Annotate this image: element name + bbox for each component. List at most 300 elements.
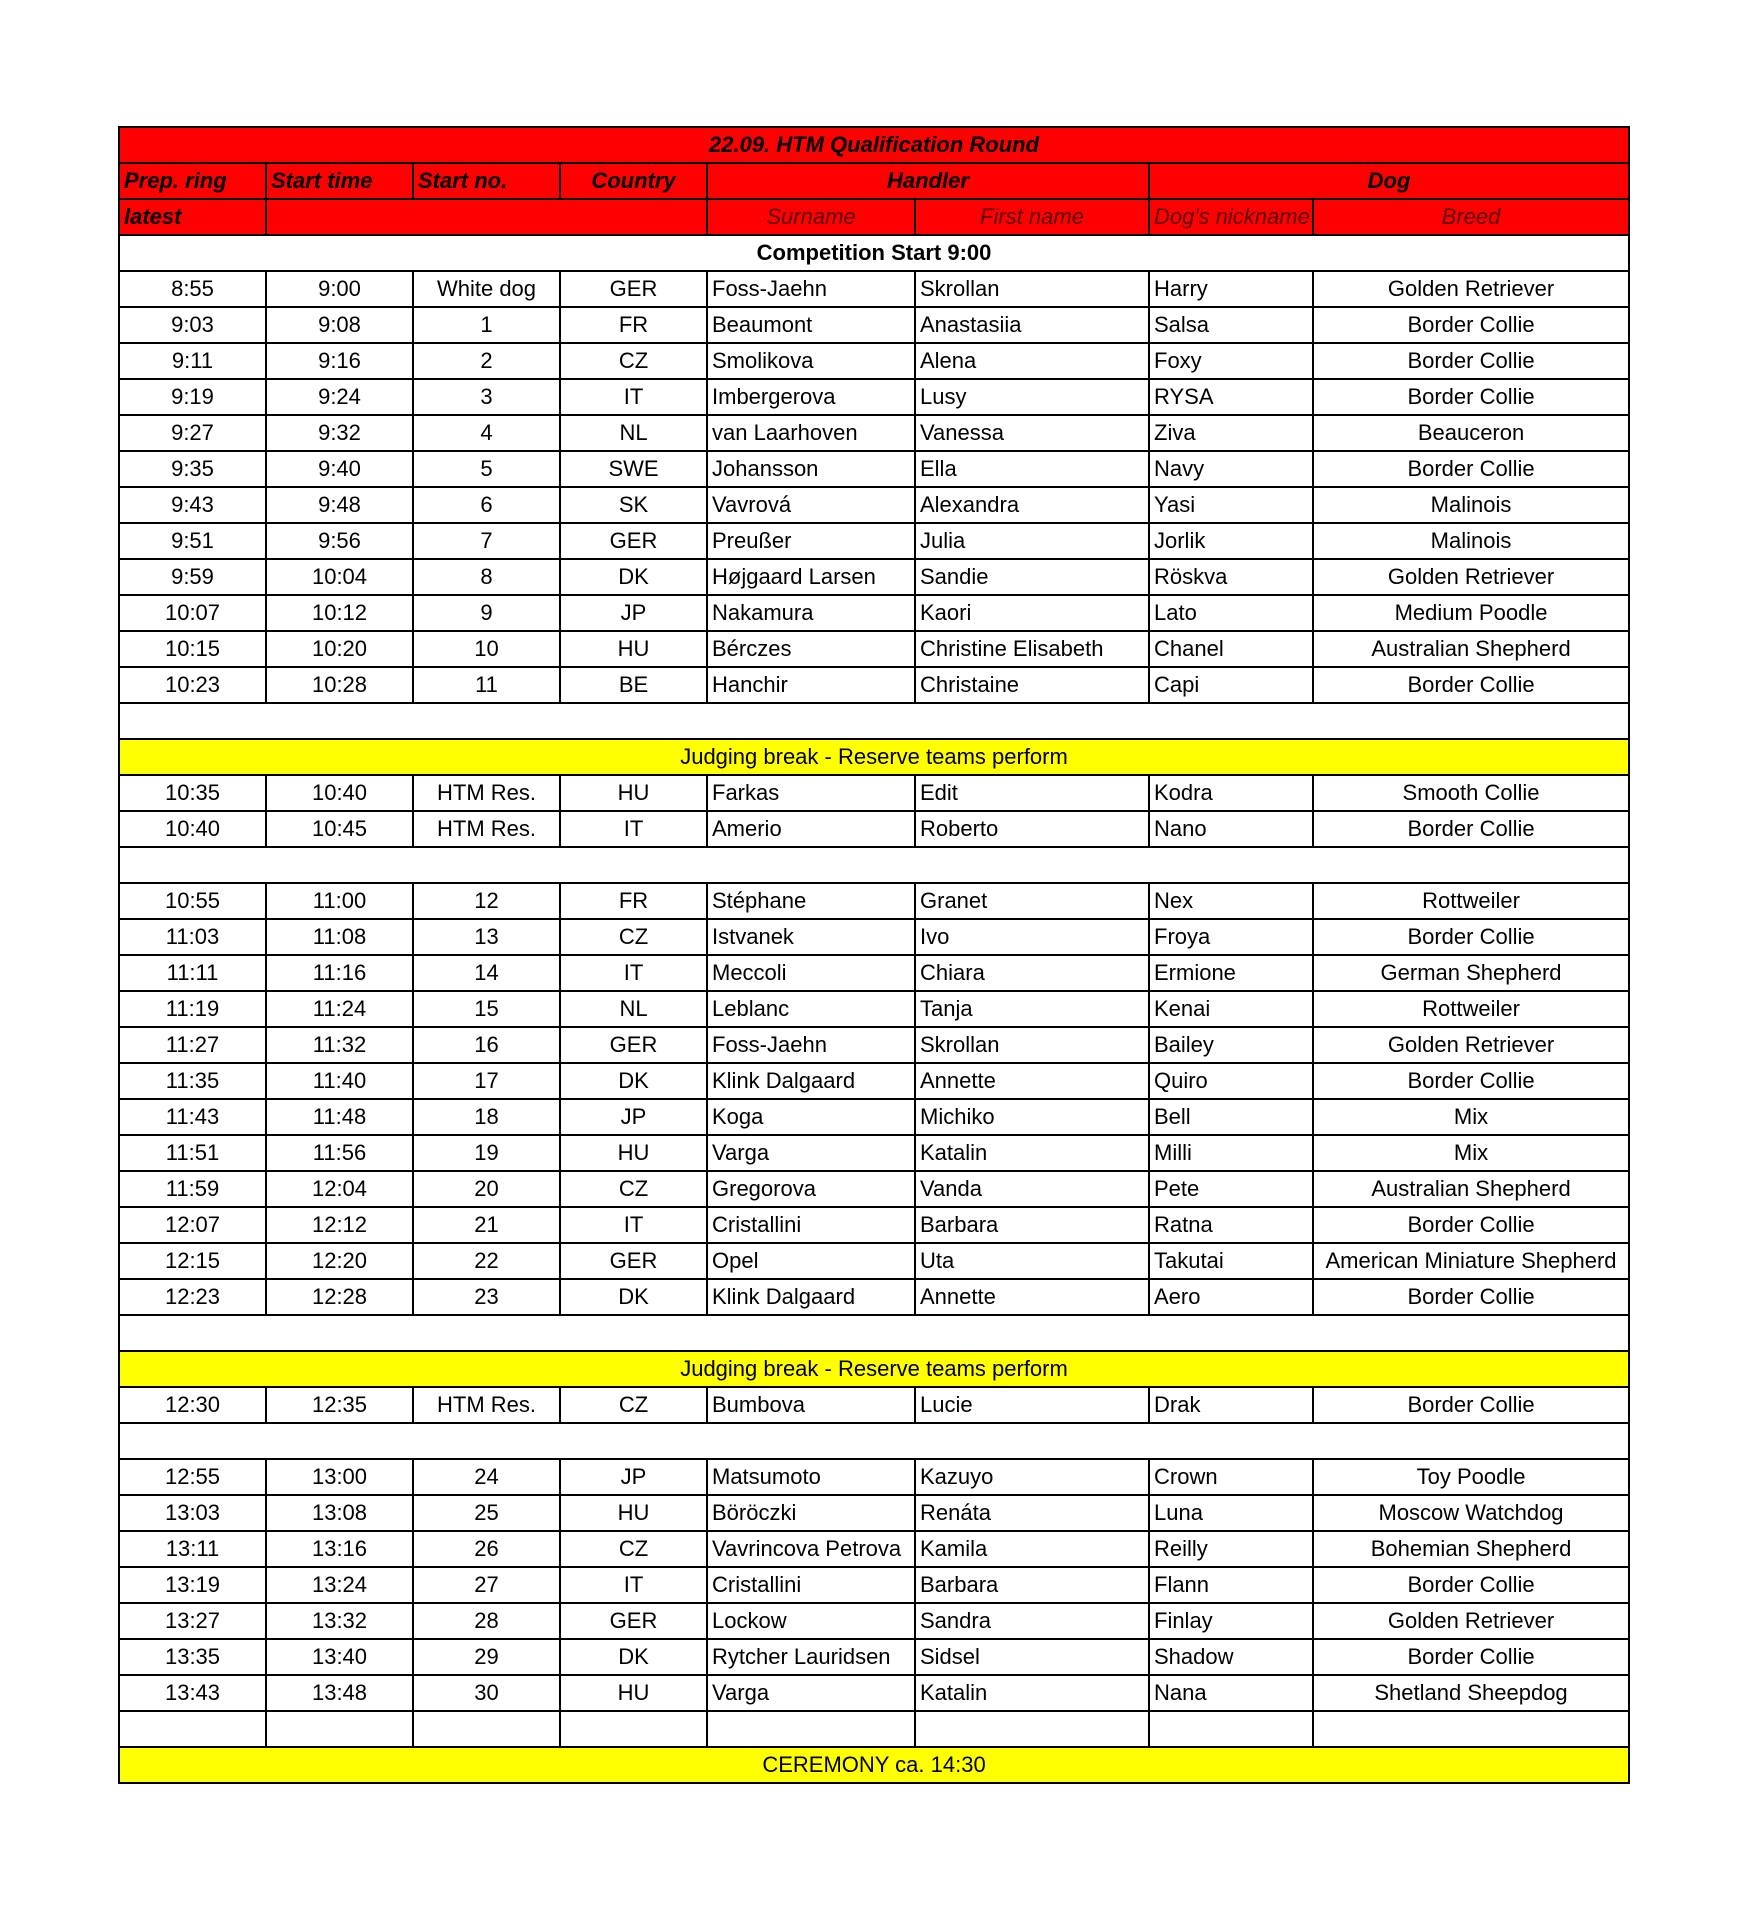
header-breed: Breed [1313, 199, 1629, 235]
cell-start-time: 9:16 [266, 343, 413, 379]
cell-surname: Farkas [707, 775, 915, 811]
cell-start-no: 21 [413, 1207, 560, 1243]
cell-surname: Gregorova [707, 1171, 915, 1207]
cell-breed: Malinois [1313, 487, 1629, 523]
cell-prep-ring-time: 11:51 [119, 1135, 266, 1171]
table-row [119, 1171, 1629, 1207]
cell-prep-ring-time: 13:43 [119, 1675, 266, 1711]
cell-start-no: HTM Res. [413, 1387, 560, 1423]
table-row [119, 451, 1629, 487]
cell-surname: Matsumoto [707, 1459, 915, 1495]
cell-surname: Cristallini [707, 1567, 915, 1603]
ceremony-label: CEREMONY ca. 14:30 [119, 1747, 1629, 1783]
cell-dog-nickname: Kodra [1149, 775, 1313, 811]
cell-country: DK [560, 1279, 707, 1315]
cell-surname: Klink Dalgaard [707, 1279, 915, 1315]
section-row [119, 235, 1629, 271]
cell-start-no: 6 [413, 487, 560, 523]
schedule-title: 22.09. HTM Qualification Round [119, 127, 1629, 163]
cell-start-time: 11:32 [266, 1027, 413, 1063]
cell-start-time: 13:32 [266, 1603, 413, 1639]
table-row [119, 811, 1629, 847]
cell-dog-nickname: Lato [1149, 595, 1313, 631]
cell-first-name: Julia [915, 523, 1149, 559]
cell-start-no: 9 [413, 595, 560, 631]
cell-start-no: 2 [413, 343, 560, 379]
cell-first-name: Skrollan [915, 271, 1149, 307]
cell-surname: Beaumont [707, 307, 915, 343]
cell-start-time: 13:40 [266, 1639, 413, 1675]
competition-start-label: Competition Start 9:00 [119, 235, 1629, 271]
cell-start-no: 4 [413, 415, 560, 451]
cell-country: IT [560, 1207, 707, 1243]
cell-first-name: Tanja [915, 991, 1149, 1027]
table-row [119, 271, 1629, 307]
cell-prep-ring-time: 13:27 [119, 1603, 266, 1639]
cell-start-no: 19 [413, 1135, 560, 1171]
header-handler: Handler [707, 163, 1149, 199]
table-row [119, 523, 1629, 559]
cell-breed: Border Collie [1313, 379, 1629, 415]
cell-start-time: 13:08 [266, 1495, 413, 1531]
cell-country: NL [560, 415, 707, 451]
header-surname: Surname [707, 199, 915, 235]
cell-dog-nickname: RYSA [1149, 379, 1313, 415]
cell-start-no: 12 [413, 883, 560, 919]
table-row [119, 631, 1629, 667]
cell-breed: Border Collie [1313, 1207, 1629, 1243]
cell-surname: Böröczki [707, 1495, 915, 1531]
table-row [119, 1639, 1629, 1675]
cell-dog-nickname: Capi [1149, 667, 1313, 703]
empty-cell [707, 1711, 915, 1747]
cell-first-name: Sidsel [915, 1639, 1149, 1675]
cell-country: JP [560, 1459, 707, 1495]
cell-country: FR [560, 307, 707, 343]
cell-prep-ring-time: 11:19 [119, 991, 266, 1027]
cell-surname: Preußer [707, 523, 915, 559]
table-row [119, 559, 1629, 595]
cell-first-name: Anastasiia [915, 307, 1149, 343]
cell-start-time: 10:04 [266, 559, 413, 595]
cell-start-time: 11:48 [266, 1099, 413, 1135]
spacer-cell [119, 703, 1629, 739]
cell-surname: Smolikova [707, 343, 915, 379]
cell-prep-ring-time: 9:59 [119, 559, 266, 595]
spacer-cell [119, 1315, 1629, 1351]
cell-first-name: Vanessa [915, 415, 1149, 451]
cell-breed: Border Collie [1313, 1063, 1629, 1099]
cell-first-name: Chiara [915, 955, 1149, 991]
cell-dog-nickname: Salsa [1149, 307, 1313, 343]
cell-start-no: 17 [413, 1063, 560, 1099]
header-empty [266, 199, 707, 235]
cell-dog-nickname: Kenai [1149, 991, 1313, 1027]
cell-country: DK [560, 1063, 707, 1099]
cell-country: JP [560, 595, 707, 631]
cell-dog-nickname: Drak [1149, 1387, 1313, 1423]
cell-surname: Klink Dalgaard [707, 1063, 915, 1099]
table-row [119, 1063, 1629, 1099]
cell-country: SWE [560, 451, 707, 487]
cell-breed: German Shepherd [1313, 955, 1629, 991]
cell-prep-ring-time: 9:03 [119, 307, 266, 343]
cell-start-no: 3 [413, 379, 560, 415]
header-first-name: First name [915, 199, 1149, 235]
cell-breed: Golden Retriever [1313, 559, 1629, 595]
cell-start-no: HTM Res. [413, 811, 560, 847]
table-row [119, 667, 1629, 703]
table-row [119, 1099, 1629, 1135]
cell-start-time: 13:48 [266, 1675, 413, 1711]
cell-breed: Border Collie [1313, 307, 1629, 343]
table-row [119, 595, 1629, 631]
cell-start-no: 28 [413, 1603, 560, 1639]
cell-country: IT [560, 1567, 707, 1603]
cell-prep-ring-time: 9:51 [119, 523, 266, 559]
cell-first-name: Kazuyo [915, 1459, 1149, 1495]
cell-start-time: 12:04 [266, 1171, 413, 1207]
cell-dog-nickname: Ermione [1149, 955, 1313, 991]
cell-start-time: 11:24 [266, 991, 413, 1027]
cell-dog-nickname: Bell [1149, 1099, 1313, 1135]
cell-prep-ring-time: 13:19 [119, 1567, 266, 1603]
table-row [119, 1459, 1629, 1495]
cell-country: GER [560, 523, 707, 559]
cell-first-name: Kaori [915, 595, 1149, 631]
cell-first-name: Lucie [915, 1387, 1149, 1423]
empty-cell [915, 1711, 1149, 1747]
spacer-row [119, 847, 1629, 883]
cell-prep-ring-time: 11:35 [119, 1063, 266, 1099]
cell-start-time: 13:00 [266, 1459, 413, 1495]
cell-dog-nickname: Froya [1149, 919, 1313, 955]
table-row [119, 307, 1629, 343]
cell-country: NL [560, 991, 707, 1027]
cell-start-no: 11 [413, 667, 560, 703]
cell-first-name: Sandie [915, 559, 1149, 595]
cell-dog-nickname: Bailey [1149, 1027, 1313, 1063]
cell-prep-ring-time: 13:03 [119, 1495, 266, 1531]
cell-surname: Nakamura [707, 595, 915, 631]
cell-dog-nickname: Yasi [1149, 487, 1313, 523]
cell-first-name: Lusy [915, 379, 1149, 415]
cell-start-no: 30 [413, 1675, 560, 1711]
table-row [119, 1495, 1629, 1531]
spacer-cell [119, 1423, 1629, 1459]
cell-country: HU [560, 631, 707, 667]
cell-dog-nickname: Ratna [1149, 1207, 1313, 1243]
cell-first-name: Ivo [915, 919, 1149, 955]
cell-prep-ring-time: 11:43 [119, 1099, 266, 1135]
empty-cell [560, 1711, 707, 1747]
cell-country: IT [560, 811, 707, 847]
cell-first-name: Katalin [915, 1675, 1149, 1711]
cell-prep-ring-time: 10:23 [119, 667, 266, 703]
judging-break-label: Judging break - Reserve teams perform [119, 1351, 1629, 1387]
cell-start-no: 1 [413, 307, 560, 343]
empty-cell [119, 1711, 266, 1747]
cell-dog-nickname: Harry [1149, 271, 1313, 307]
cell-surname: Foss-Jaehn [707, 271, 915, 307]
cell-prep-ring-time: 11:11 [119, 955, 266, 991]
judging-break-label: Judging break - Reserve teams perform [119, 739, 1629, 775]
cell-prep-ring-time: 9:11 [119, 343, 266, 379]
cell-breed: Shetland Sheepdog [1313, 1675, 1629, 1711]
cell-start-no: 26 [413, 1531, 560, 1567]
cell-first-name: Sandra [915, 1603, 1149, 1639]
cell-first-name: Alena [915, 343, 1149, 379]
cell-prep-ring-time: 12:07 [119, 1207, 266, 1243]
cell-country: DK [560, 1639, 707, 1675]
cell-dog-nickname: Flann [1149, 1567, 1313, 1603]
cell-country: IT [560, 955, 707, 991]
cell-prep-ring-time: 10:55 [119, 883, 266, 919]
cell-prep-ring-time: 9:19 [119, 379, 266, 415]
cell-breed: Bohemian Shepherd [1313, 1531, 1629, 1567]
cell-dog-nickname: Pete [1149, 1171, 1313, 1207]
cell-prep-ring-time: 12:23 [119, 1279, 266, 1315]
cell-surname: Bérczes [707, 631, 915, 667]
cell-dog-nickname: Quiro [1149, 1063, 1313, 1099]
cell-surname: van Laarhoven [707, 415, 915, 451]
cell-prep-ring-time: 11:03 [119, 919, 266, 955]
cell-country: JP [560, 1099, 707, 1135]
cell-breed: Border Collie [1313, 1639, 1629, 1675]
cell-breed: Mix [1313, 1099, 1629, 1135]
cell-surname: Højgaard Larsen [707, 559, 915, 595]
cell-start-no: 23 [413, 1279, 560, 1315]
cell-start-time: 11:16 [266, 955, 413, 991]
cell-breed: Border Collie [1313, 343, 1629, 379]
cell-first-name: Ella [915, 451, 1149, 487]
cell-start-time: 11:56 [266, 1135, 413, 1171]
cell-breed: Border Collie [1313, 1567, 1629, 1603]
cell-country: IT [560, 379, 707, 415]
cell-surname: Lockow [707, 1603, 915, 1639]
cell-first-name: Granet [915, 883, 1149, 919]
cell-breed: Mix [1313, 1135, 1629, 1171]
cell-start-no: 25 [413, 1495, 560, 1531]
cell-start-time: 9:40 [266, 451, 413, 487]
cell-first-name: Renáta [915, 1495, 1149, 1531]
cell-surname: Leblanc [707, 991, 915, 1027]
cell-first-name: Christine Elisabeth [915, 631, 1149, 667]
cell-start-no: 29 [413, 1639, 560, 1675]
spacer-cell [119, 847, 1629, 883]
cell-first-name: Skrollan [915, 1027, 1149, 1063]
cell-first-name: Barbara [915, 1207, 1149, 1243]
cell-start-time: 9:24 [266, 379, 413, 415]
cell-surname: Johansson [707, 451, 915, 487]
cell-first-name: Vanda [915, 1171, 1149, 1207]
cell-breed: Border Collie [1313, 451, 1629, 487]
cell-prep-ring-time: 12:30 [119, 1387, 266, 1423]
cell-country: FR [560, 883, 707, 919]
empty-row [119, 1711, 1629, 1747]
cell-breed: American Miniature Shepherd [1313, 1243, 1629, 1279]
cell-first-name: Alexandra [915, 487, 1149, 523]
table-row [119, 415, 1629, 451]
cell-start-no: 15 [413, 991, 560, 1027]
cell-breed: Toy Poodle [1313, 1459, 1629, 1495]
cell-dog-nickname: Ziva [1149, 415, 1313, 451]
cell-breed: Rottweiler [1313, 883, 1629, 919]
header-nickname: Dog's nickname [1149, 199, 1313, 235]
cell-breed: Border Collie [1313, 919, 1629, 955]
cell-surname: Vavrincova Petrova [707, 1531, 915, 1567]
table-row [119, 343, 1629, 379]
cell-country: HU [560, 1675, 707, 1711]
cell-country: GER [560, 271, 707, 307]
cell-start-no: 8 [413, 559, 560, 595]
cell-start-no: 5 [413, 451, 560, 487]
cell-surname: Cristallini [707, 1207, 915, 1243]
cell-start-time: 12:12 [266, 1207, 413, 1243]
cell-start-no: 14 [413, 955, 560, 991]
cell-breed: Golden Retriever [1313, 1027, 1629, 1063]
cell-start-no: 10 [413, 631, 560, 667]
ceremony-row [119, 1747, 1629, 1783]
cell-breed: Rottweiler [1313, 991, 1629, 1027]
cell-start-no: HTM Res. [413, 775, 560, 811]
cell-prep-ring-time: 9:35 [119, 451, 266, 487]
cell-start-no: 27 [413, 1567, 560, 1603]
cell-dog-nickname: Takutai [1149, 1243, 1313, 1279]
cell-country: CZ [560, 343, 707, 379]
header-dog: Dog [1149, 163, 1629, 199]
cell-dog-nickname: Shadow [1149, 1639, 1313, 1675]
cell-start-time: 10:40 [266, 775, 413, 811]
cell-breed: Golden Retriever [1313, 271, 1629, 307]
cell-start-time: 10:20 [266, 631, 413, 667]
table-row [119, 1279, 1629, 1315]
cell-start-no: 18 [413, 1099, 560, 1135]
cell-first-name: Uta [915, 1243, 1149, 1279]
table-row [119, 1675, 1629, 1711]
cell-first-name: Roberto [915, 811, 1149, 847]
table-row [119, 775, 1629, 811]
spacer-row [119, 703, 1629, 739]
cell-prep-ring-time: 13:35 [119, 1639, 266, 1675]
cell-start-time: 13:16 [266, 1531, 413, 1567]
cell-first-name: Barbara [915, 1567, 1149, 1603]
cell-prep-ring-time: 9:27 [119, 415, 266, 451]
cell-breed: Border Collie [1313, 811, 1629, 847]
cell-breed: Border Collie [1313, 667, 1629, 703]
cell-country: CZ [560, 1171, 707, 1207]
cell-country: BE [560, 667, 707, 703]
cell-first-name: Annette [915, 1063, 1149, 1099]
cell-country: DK [560, 559, 707, 595]
cell-breed: Australian Shepherd [1313, 631, 1629, 667]
cell-breed: Medium Poodle [1313, 595, 1629, 631]
cell-start-time: 11:00 [266, 883, 413, 919]
title-row [119, 127, 1629, 163]
cell-dog-nickname: Chanel [1149, 631, 1313, 667]
cell-surname: Stéphane [707, 883, 915, 919]
cell-country: SK [560, 487, 707, 523]
empty-cell [266, 1711, 413, 1747]
cell-prep-ring-time: 10:07 [119, 595, 266, 631]
cell-dog-nickname: Foxy [1149, 343, 1313, 379]
cell-breed: Golden Retriever [1313, 1603, 1629, 1639]
judging-break-row [119, 1351, 1629, 1387]
judging-break-row [119, 739, 1629, 775]
cell-prep-ring-time: 8:55 [119, 271, 266, 307]
cell-surname: Hanchir [707, 667, 915, 703]
cell-first-name: Katalin [915, 1135, 1149, 1171]
empty-cell [413, 1711, 560, 1747]
cell-dog-nickname: Finlay [1149, 1603, 1313, 1639]
cell-prep-ring-time: 10:35 [119, 775, 266, 811]
table-row [119, 1567, 1629, 1603]
cell-breed: Australian Shepherd [1313, 1171, 1629, 1207]
cell-surname: Bumbova [707, 1387, 915, 1423]
cell-country: CZ [560, 1387, 707, 1423]
cell-dog-nickname: Reilly [1149, 1531, 1313, 1567]
cell-start-time: 10:45 [266, 811, 413, 847]
cell-start-no: White dog [413, 271, 560, 307]
cell-start-time: 12:35 [266, 1387, 413, 1423]
table-row [119, 1243, 1629, 1279]
cell-dog-nickname: Nana [1149, 1675, 1313, 1711]
cell-surname: Varga [707, 1675, 915, 1711]
cell-first-name: Kamila [915, 1531, 1149, 1567]
table-row [119, 991, 1629, 1027]
cell-breed: Border Collie [1313, 1387, 1629, 1423]
table-row [119, 919, 1629, 955]
cell-country: CZ [560, 919, 707, 955]
cell-surname: Amerio [707, 811, 915, 847]
cell-start-time: 9:56 [266, 523, 413, 559]
cell-dog-nickname: Jorlik [1149, 523, 1313, 559]
cell-surname: Meccoli [707, 955, 915, 991]
cell-breed: Beauceron [1313, 415, 1629, 451]
cell-start-time: 11:08 [266, 919, 413, 955]
table-row [119, 1027, 1629, 1063]
cell-dog-nickname: Röskva [1149, 559, 1313, 595]
cell-dog-nickname: Nano [1149, 811, 1313, 847]
cell-start-time: 12:28 [266, 1279, 413, 1315]
cell-first-name: Michiko [915, 1099, 1149, 1135]
cell-surname: Imbergerova [707, 379, 915, 415]
cell-country: HU [560, 1135, 707, 1171]
cell-country: CZ [560, 1531, 707, 1567]
header-start-no: Start no. [413, 163, 560, 199]
table-row [119, 1207, 1629, 1243]
cell-start-no: 24 [413, 1459, 560, 1495]
header-prep-ring: Prep. ring [119, 163, 266, 199]
cell-breed: Moscow Watchdog [1313, 1495, 1629, 1531]
cell-prep-ring-time: 11:59 [119, 1171, 266, 1207]
cell-start-no: 20 [413, 1171, 560, 1207]
cell-first-name: Edit [915, 775, 1149, 811]
cell-surname: Rytcher Lauridsen [707, 1639, 915, 1675]
table-row [119, 1387, 1629, 1423]
header-prep-ring-latest: latest [119, 199, 266, 235]
cell-start-time: 12:20 [266, 1243, 413, 1279]
cell-dog-nickname: Navy [1149, 451, 1313, 487]
cell-start-no: 22 [413, 1243, 560, 1279]
cell-surname: Koga [707, 1099, 915, 1135]
table-row [119, 379, 1629, 415]
table-row [119, 955, 1629, 991]
cell-start-time: 9:08 [266, 307, 413, 343]
empty-cell [1313, 1711, 1629, 1747]
cell-country: HU [560, 1495, 707, 1531]
cell-prep-ring-time: 12:15 [119, 1243, 266, 1279]
